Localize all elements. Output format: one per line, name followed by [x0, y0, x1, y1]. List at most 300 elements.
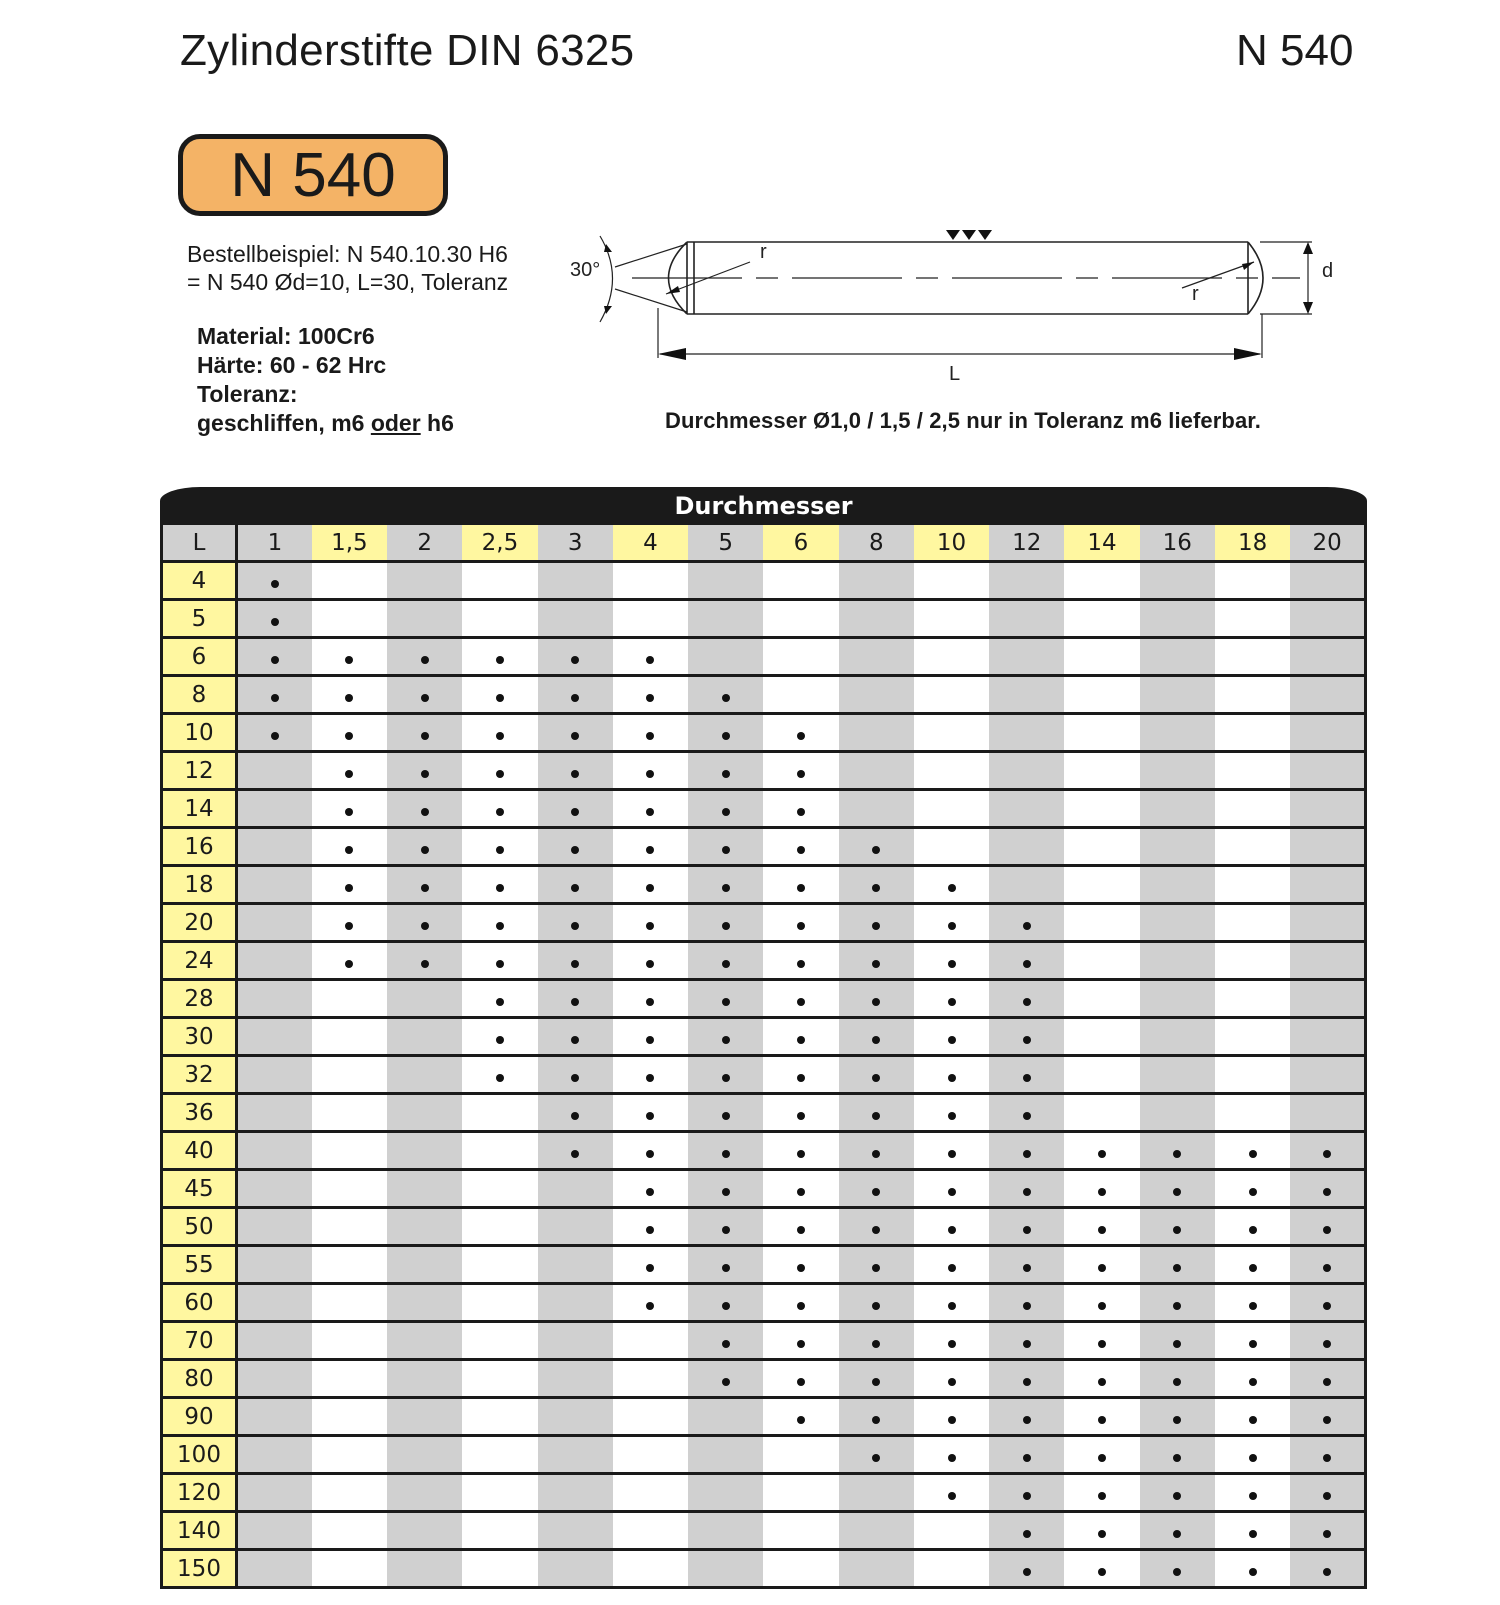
available-dot [722, 1150, 730, 1158]
diameter-header: 14 [1064, 525, 1139, 562]
available-dot [646, 656, 654, 664]
availability-cell [1290, 714, 1365, 752]
available-dot [421, 884, 429, 892]
availability-cell [1290, 1398, 1365, 1436]
availability-cell [462, 1322, 537, 1360]
availability-cell [1064, 1132, 1139, 1170]
availability-cell [312, 980, 387, 1018]
available-dot [646, 1150, 654, 1158]
availability-cell [237, 1132, 312, 1170]
available-dot [722, 732, 730, 740]
availability-cell [688, 638, 763, 676]
table-row [162, 866, 1366, 904]
availability-cell [914, 752, 989, 790]
length-cell: 28 [162, 980, 237, 1018]
availability-cell [1215, 1018, 1290, 1056]
availability-cell [462, 1094, 537, 1132]
available-dot [646, 732, 654, 740]
availability-cell [462, 1360, 537, 1398]
availability-cell [538, 1284, 613, 1322]
availability-cell [1290, 828, 1365, 866]
tolerance-part-b: h6 [420, 410, 454, 436]
availability-cell [1064, 562, 1139, 600]
available-dot [1023, 1264, 1031, 1272]
availability-cell [312, 790, 387, 828]
availability-cell [387, 1170, 462, 1208]
availability-cell [1215, 676, 1290, 714]
available-dot [1173, 1188, 1181, 1196]
available-dot [1249, 1264, 1257, 1272]
available-dot [1323, 1492, 1331, 1500]
available-dot [1098, 1264, 1106, 1272]
available-dot [948, 1264, 956, 1272]
availability-cell [312, 676, 387, 714]
availability-cell [688, 1436, 763, 1474]
availability-cell [1140, 1550, 1215, 1588]
available-dot [646, 1112, 654, 1120]
tolerance-line [197, 409, 454, 438]
availability-cell [237, 904, 312, 942]
availability-cell [839, 562, 914, 600]
availability-cell [914, 1094, 989, 1132]
availability-cell [387, 1360, 462, 1398]
availability-cell [312, 1436, 387, 1474]
available-dot [797, 1226, 805, 1234]
availability-cell [387, 1094, 462, 1132]
availability-cell [1064, 866, 1139, 904]
availability-cell [839, 1132, 914, 1170]
availability-cell [462, 1474, 537, 1512]
availability-cell [538, 1512, 613, 1550]
availability-cell [1140, 942, 1215, 980]
availability-cell [839, 1018, 914, 1056]
angle-label: 30° [570, 259, 601, 281]
availability-cell [613, 600, 688, 638]
availability-cell [914, 1284, 989, 1322]
length-cell: 24 [162, 942, 237, 980]
length-cell: 32 [162, 1056, 237, 1094]
available-dot [1323, 1302, 1331, 1310]
available-dot [571, 1074, 579, 1082]
length-cell: 6 [162, 638, 237, 676]
available-dot [948, 1188, 956, 1196]
length-cell: 90 [162, 1398, 237, 1436]
radius-label-right: r [1192, 283, 1199, 305]
availability-cell [1140, 1056, 1215, 1094]
availability-cell [1064, 1018, 1139, 1056]
availability-cell [1290, 752, 1365, 790]
length-cell: 80 [162, 1360, 237, 1398]
availability-cell [1215, 828, 1290, 866]
availability-cell [387, 1322, 462, 1360]
available-dot [421, 656, 429, 664]
availability-cell [989, 1474, 1064, 1512]
availability-cell [462, 980, 537, 1018]
available-dot [948, 1036, 956, 1044]
availability-cell [538, 600, 613, 638]
available-dot [496, 884, 504, 892]
availability-cell [1064, 980, 1139, 1018]
availability-cell [312, 1132, 387, 1170]
availability-cell [237, 980, 312, 1018]
availability-cell [914, 1132, 989, 1170]
availability-cell [237, 1018, 312, 1056]
availability-cell [387, 1474, 462, 1512]
table-row [162, 752, 1366, 790]
available-dot [722, 808, 730, 816]
availability-cell [989, 1246, 1064, 1284]
availability-cell [538, 714, 613, 752]
availability-cell [763, 1246, 838, 1284]
availability-cell [613, 942, 688, 980]
length-cell: 30 [162, 1018, 237, 1056]
available-dot [1098, 1568, 1106, 1576]
available-dot [345, 922, 353, 930]
available-dot [1323, 1416, 1331, 1424]
availability-cell [688, 866, 763, 904]
available-dot [1023, 1568, 1031, 1576]
availability-cell [1064, 1360, 1139, 1398]
availability-cell [839, 980, 914, 1018]
available-dot [271, 732, 279, 740]
length-cell: 70 [162, 1322, 237, 1360]
available-dot [872, 1302, 880, 1310]
availability-cell [538, 752, 613, 790]
availability-cell [1290, 638, 1365, 676]
available-dot [1023, 1036, 1031, 1044]
available-dot [797, 884, 805, 892]
availability-cell [237, 1284, 312, 1322]
available-dot [1323, 1530, 1331, 1538]
availability-cell [237, 1208, 312, 1246]
availability-cell [839, 1512, 914, 1550]
availability-cell [989, 752, 1064, 790]
availability-cell [1064, 752, 1139, 790]
availability-cell [237, 1436, 312, 1474]
availability-cell [613, 1056, 688, 1094]
available-dot [1249, 1416, 1257, 1424]
availability-cell [312, 942, 387, 980]
available-dot [271, 694, 279, 702]
availability-cell [1215, 1170, 1290, 1208]
length-cell: 45 [162, 1170, 237, 1208]
availability-cell [989, 1284, 1064, 1322]
availability-cell [387, 1056, 462, 1094]
available-dot [872, 1340, 880, 1348]
table-row [162, 980, 1366, 1018]
available-dot [722, 1112, 730, 1120]
available-dot [646, 884, 654, 892]
available-dot [797, 1188, 805, 1196]
available-dot [1173, 1302, 1181, 1310]
availability-cell [1290, 1132, 1365, 1170]
availability-cell [1215, 714, 1290, 752]
diameter-header: 20 [1290, 525, 1365, 562]
available-dot [1173, 1416, 1181, 1424]
availability-cell [613, 1512, 688, 1550]
available-dot [1098, 1454, 1106, 1462]
available-dot [1323, 1568, 1331, 1576]
availability-cell [763, 1322, 838, 1360]
availability-cell [763, 562, 838, 600]
availability-cell [914, 562, 989, 600]
availability-cell [839, 1208, 914, 1246]
availability-cell [763, 1436, 838, 1474]
availability-cell [763, 676, 838, 714]
availability-cell [1140, 1170, 1215, 1208]
availability-cell [1290, 1360, 1365, 1398]
available-dot [345, 770, 353, 778]
availability-cell [1064, 600, 1139, 638]
available-dot [1023, 1378, 1031, 1386]
available-dot [1323, 1150, 1331, 1158]
availability-cell [914, 942, 989, 980]
available-dot [872, 846, 880, 854]
availability-cell [688, 1512, 763, 1550]
availability-cell [462, 638, 537, 676]
availability-cell [688, 1094, 763, 1132]
availability-cell [237, 1246, 312, 1284]
availability-cell [613, 1170, 688, 1208]
availability-cell [1290, 1512, 1365, 1550]
order-example-line-2: = N 540 Ød=10, L=30, Toleranz [187, 269, 509, 295]
availability-cell [613, 980, 688, 1018]
available-dot [646, 846, 654, 854]
availability-cell [312, 752, 387, 790]
availability-cell [312, 828, 387, 866]
availability-cell [237, 1474, 312, 1512]
availability-cell [1140, 1018, 1215, 1056]
availability-cell [763, 1474, 838, 1512]
available-dot [948, 960, 956, 968]
length-cell: 60 [162, 1284, 237, 1322]
available-dot [797, 922, 805, 930]
available-dot [872, 1112, 880, 1120]
available-dot [1098, 1530, 1106, 1538]
availability-cell [312, 866, 387, 904]
available-dot [1173, 1264, 1181, 1272]
availability-cell [462, 1436, 537, 1474]
availability-cell [312, 1550, 387, 1588]
availability-cell [387, 1284, 462, 1322]
available-dot [872, 1378, 880, 1386]
availability-cell [914, 1398, 989, 1436]
availability-cell [914, 1474, 989, 1512]
surface-finish-symbol [946, 230, 992, 240]
availability-cell [387, 752, 462, 790]
availability-cell [763, 600, 838, 638]
availability-cell [613, 638, 688, 676]
available-dot [1098, 1340, 1106, 1348]
available-dot [797, 1302, 805, 1310]
availability-cell [1140, 904, 1215, 942]
availability-cell [387, 828, 462, 866]
availability-cell [839, 1474, 914, 1512]
availability-cell [839, 1284, 914, 1322]
availability-cell [688, 1398, 763, 1436]
table-row [162, 1132, 1366, 1170]
availability-cell [462, 828, 537, 866]
availability-cell [387, 676, 462, 714]
available-dot [345, 656, 353, 664]
availability-cell [538, 1018, 613, 1056]
availability-cell [538, 942, 613, 980]
length-label: L [949, 363, 961, 385]
availability-cell [688, 1322, 763, 1360]
availability-cell [1064, 1512, 1139, 1550]
available-dot [948, 998, 956, 1006]
availability-cell [839, 828, 914, 866]
availability-cell [237, 562, 312, 600]
availability-cell [1290, 1436, 1365, 1474]
availability-cell [914, 1360, 989, 1398]
available-dot [797, 1150, 805, 1158]
chamfer-angle [600, 236, 687, 322]
availability-cell [989, 790, 1064, 828]
available-dot [571, 1150, 579, 1158]
availability-cell [989, 866, 1064, 904]
available-dot [421, 732, 429, 740]
available-dot [1023, 922, 1031, 930]
available-dot [722, 1340, 730, 1348]
available-dot [872, 998, 880, 1006]
availability-cell [989, 714, 1064, 752]
availability-cell [237, 638, 312, 676]
availability-cell [237, 676, 312, 714]
availability-cell [538, 1170, 613, 1208]
availability-cell [613, 1018, 688, 1056]
availability-cell [914, 600, 989, 638]
available-dot [948, 884, 956, 892]
availability-cell [688, 1474, 763, 1512]
available-dot [571, 1036, 579, 1044]
available-dot [722, 846, 730, 854]
availability-cell [688, 1284, 763, 1322]
availability-cell [237, 600, 312, 638]
available-dot [948, 1378, 956, 1386]
available-dot [1173, 1226, 1181, 1234]
availability-cell [538, 980, 613, 1018]
diameter-header: 5 [688, 525, 763, 562]
length-cell: 20 [162, 904, 237, 942]
available-dot [1323, 1454, 1331, 1462]
availability-cell [763, 1132, 838, 1170]
available-dot [722, 1036, 730, 1044]
diameter-header: 6 [763, 525, 838, 562]
availability-cell [1140, 1360, 1215, 1398]
available-dot [571, 656, 579, 664]
availability-cell [688, 752, 763, 790]
availability-cell [613, 866, 688, 904]
availability-cell [839, 1398, 914, 1436]
availability-cell [1064, 1246, 1139, 1284]
availability-cell [1290, 1246, 1365, 1284]
availability-cell [462, 1398, 537, 1436]
availability-cell [312, 1246, 387, 1284]
availability-cell [237, 1322, 312, 1360]
available-dot [496, 770, 504, 778]
availability-cell [1290, 1170, 1365, 1208]
availability-cell [312, 1056, 387, 1094]
diameter-header: 1,5 [312, 525, 387, 562]
availability-cell [914, 866, 989, 904]
available-dot [948, 1226, 956, 1234]
availability-cell [989, 1208, 1064, 1246]
available-dot [948, 1302, 956, 1310]
availability-cell [1064, 1208, 1139, 1246]
availability-cell [1064, 790, 1139, 828]
availability-cell [688, 1056, 763, 1094]
availability-cell [763, 1208, 838, 1246]
availability-cell [688, 790, 763, 828]
table-row [162, 1512, 1366, 1550]
table-row [162, 1550, 1366, 1588]
availability-cell [312, 1322, 387, 1360]
table-row [162, 676, 1366, 714]
available-dot [496, 1074, 504, 1082]
availability-cell [1064, 1436, 1139, 1474]
availability-cell [688, 676, 763, 714]
availability-cell [237, 790, 312, 828]
hardness-line: Härte: 60 - 62 Hrc [197, 352, 387, 378]
availability-cell [839, 1360, 914, 1398]
table-row [162, 1474, 1366, 1512]
availability-cell [1140, 1512, 1215, 1550]
availability-cell [387, 980, 462, 1018]
availability-cell [312, 638, 387, 676]
availability-cell [1064, 828, 1139, 866]
availability-cell [688, 980, 763, 1018]
availability-cell [1140, 1398, 1215, 1436]
availability-cell [1064, 1474, 1139, 1512]
length-cell: 5 [162, 600, 237, 638]
table-row [162, 638, 1366, 676]
availability-cell [839, 904, 914, 942]
available-dot [797, 1264, 805, 1272]
length-header: L [162, 525, 237, 562]
available-dot [646, 808, 654, 816]
availability-cell [613, 1550, 688, 1588]
available-dot [646, 1074, 654, 1082]
available-dot [571, 770, 579, 778]
available-dot [1323, 1378, 1331, 1386]
length-cell: 16 [162, 828, 237, 866]
available-dot [722, 1302, 730, 1310]
available-dot [722, 1378, 730, 1386]
availability-cell [1290, 980, 1365, 1018]
table-row [162, 1208, 1366, 1246]
available-dot [1173, 1378, 1181, 1386]
available-dot [1249, 1568, 1257, 1576]
available-dot [646, 998, 654, 1006]
availability-cell [1064, 942, 1139, 980]
table-row [162, 600, 1366, 638]
availability-cell [989, 1360, 1064, 1398]
availability-cell [763, 638, 838, 676]
tolerance-or: oder [370, 410, 421, 436]
availability-cell [312, 1094, 387, 1132]
availability-cell [1140, 1208, 1215, 1246]
availability-cell [688, 1360, 763, 1398]
availability-cell [613, 904, 688, 942]
availability-cell [1290, 1474, 1365, 1512]
availability-cell [1215, 1094, 1290, 1132]
availability-cell [1140, 1284, 1215, 1322]
availability-cell [1290, 942, 1365, 980]
available-dot [646, 1226, 654, 1234]
availability-cell [613, 1360, 688, 1398]
availability-cell [1290, 1018, 1365, 1056]
